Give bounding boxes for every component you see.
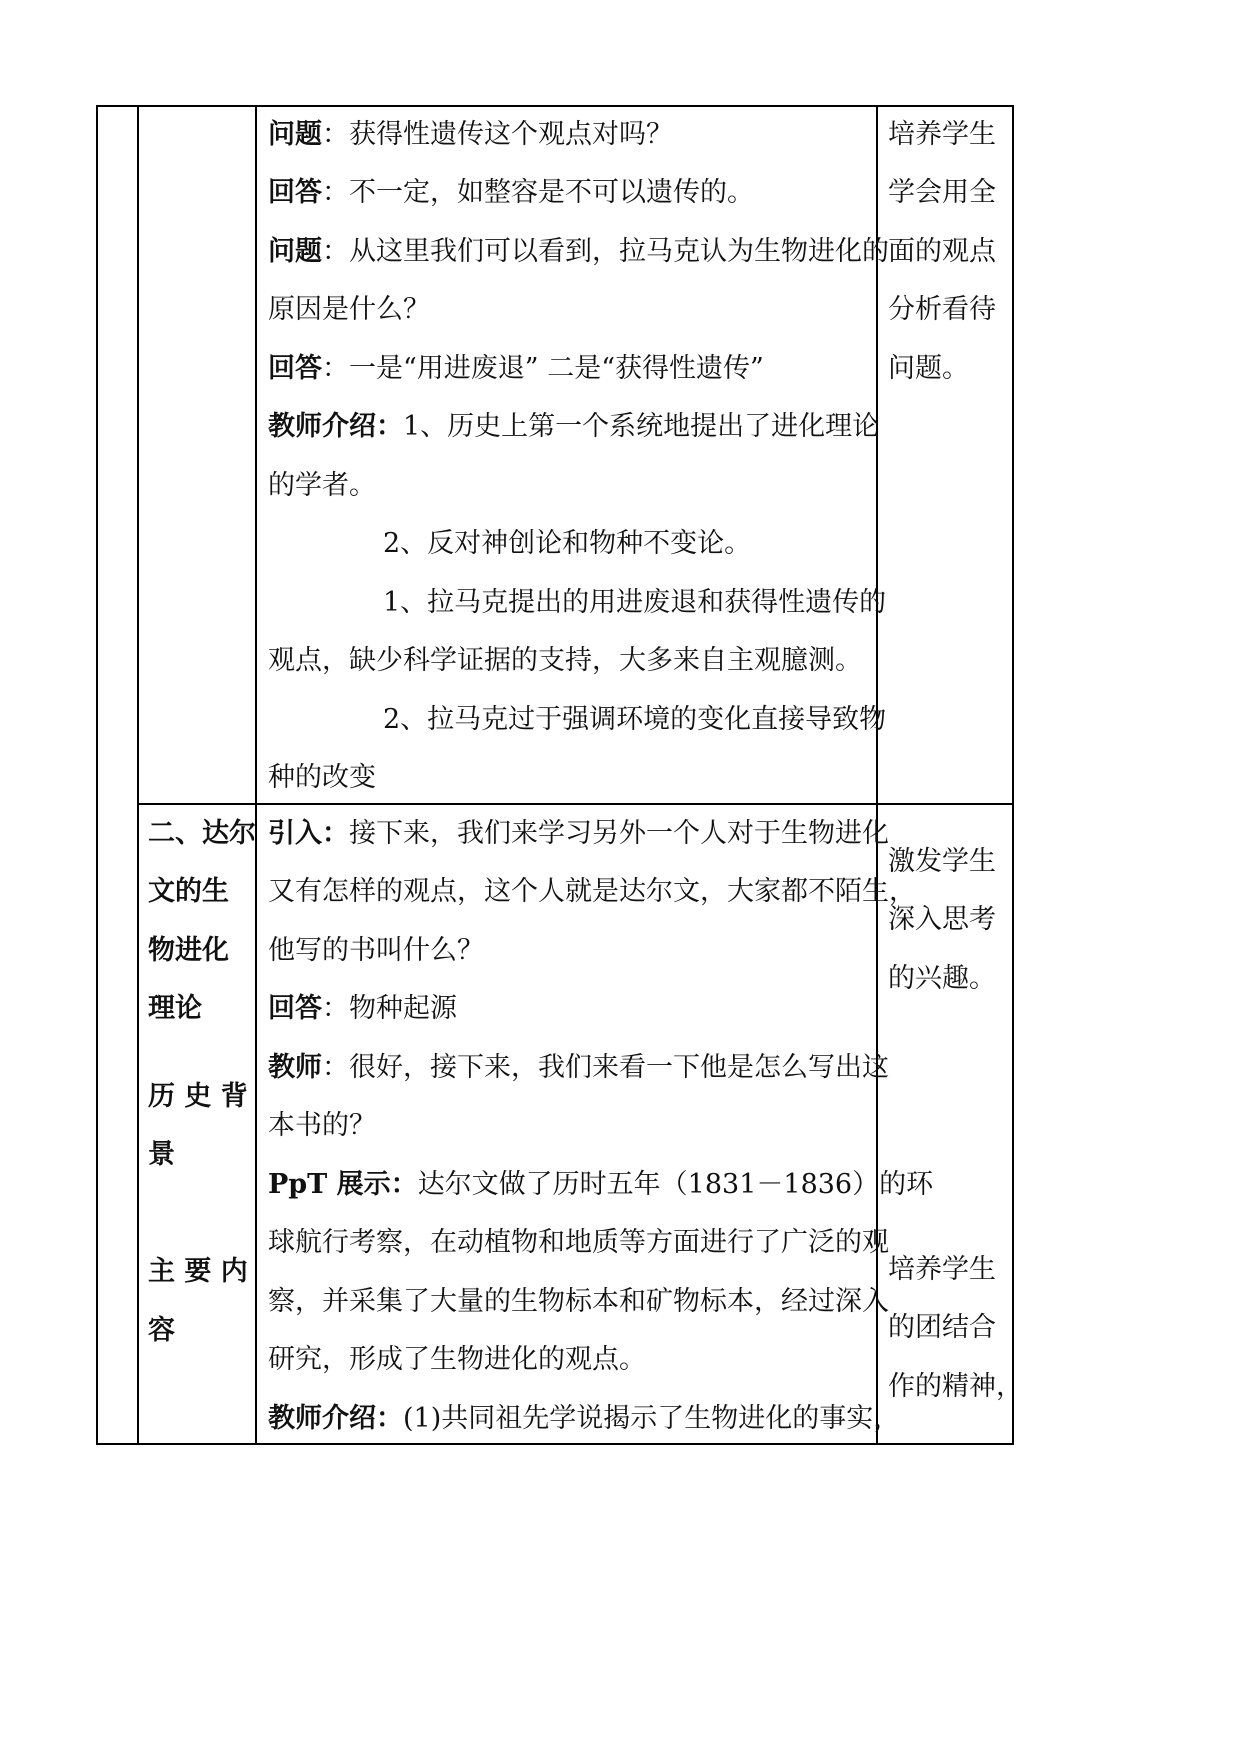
content-line (268, 355, 764, 382)
line-text: 一是“用进废退” 二是“获得性遗传” (349, 353, 764, 384)
table-row-divider (137, 803, 1014, 805)
notes-cell-lamarck (888, 121, 1008, 421)
line-label: 引入： (268, 818, 349, 849)
table-right-border (1012, 105, 1014, 1444)
line-separator: ： (322, 119, 349, 150)
subsection-history-line: 景 (148, 1139, 175, 1170)
line-text: (1)共同祖先学说揭示了生物进化的事实， (403, 1403, 901, 1434)
note-line: 深入思考 (888, 904, 996, 935)
line-label: 问题 (268, 236, 322, 267)
note-line: 培养学生 (888, 1254, 996, 1285)
table-left-border (96, 105, 98, 1444)
content-line (268, 121, 673, 148)
content-line (268, 1346, 646, 1373)
content-line (268, 937, 484, 964)
content-line (268, 472, 376, 499)
content-line (268, 238, 889, 265)
line-label: 回答 (268, 993, 322, 1024)
content-line (268, 296, 430, 323)
line-label: 教师介绍： (268, 411, 403, 442)
line-text: 察，并采集了大量的生物标本和矿物标本，经过深入 (268, 1286, 889, 1317)
note-line: 面的观点 (888, 236, 996, 267)
note-line: 学会用全 (888, 177, 996, 208)
content-line (268, 1288, 889, 1315)
note-line: 问题。 (888, 353, 969, 384)
line-label: 教师 (268, 1052, 322, 1083)
content-line (268, 1229, 889, 1256)
line-text: 种的改变 (268, 762, 376, 793)
content-line (268, 647, 862, 674)
section-title-line: 理论 (148, 993, 202, 1024)
line-text: 观点，缺少科学证据的支持，大多来自主观臆测。 (268, 645, 862, 676)
section-title-line: 文的生 (148, 876, 229, 907)
table-column-divider-2 (255, 105, 257, 1444)
notes-cell-darwin-2 (888, 1254, 1023, 1436)
section-cell-darwin (148, 818, 256, 1350)
line-text: 1、历史上第一个系统地提出了进化理论 (403, 411, 880, 442)
content-cell-darwin (268, 818, 934, 1440)
content-line (268, 1112, 376, 1139)
line-separator: ： (322, 353, 349, 384)
line-text: 2、反对神创论和物种不变论。 (383, 528, 752, 559)
line-label: 回答 (268, 177, 322, 208)
content-line (383, 589, 886, 616)
note-line: 分析看待 (888, 294, 996, 325)
content-line (268, 179, 754, 206)
note-line: 激发学生 (888, 846, 996, 877)
note-line: 的团结合 (888, 1312, 996, 1343)
line-text: 他写的书叫什么？ (268, 935, 484, 966)
subsection-history-line: 历 史 背 (148, 1081, 248, 1112)
line-label: 教师介绍： (268, 1403, 403, 1434)
content-line (268, 995, 457, 1022)
content-line (268, 1171, 933, 1198)
note-line: 作的精神， (888, 1371, 1023, 1402)
section-title-line: 物进化 (148, 935, 229, 966)
content-line (268, 820, 889, 847)
line-text: 1、拉马克提出的用进废退和获得性遗传的 (383, 587, 887, 618)
line-text: 达尔文做了历时五年（1831－1836）的环 (417, 1169, 934, 1200)
line-text: 原因是什么？ (268, 294, 430, 325)
subsection-content-line: 容 (148, 1315, 175, 1346)
note-line: 的兴趣。 (888, 963, 996, 994)
line-text: 获得性遗传这个观点对吗？ (349, 119, 673, 150)
line-label: 回答 (268, 353, 322, 384)
line-text: 本书的？ (268, 1110, 376, 1141)
line-text: 物种起源 (349, 993, 457, 1024)
line-text: 研究，形成了生物进化的观点。 (268, 1344, 646, 1375)
line-separator: ： (322, 993, 349, 1024)
line-text: 球航行考察，在动植物和地质等方面进行了广泛的观 (268, 1227, 889, 1258)
line-label: PpT 展示： (268, 1169, 418, 1200)
line-text: 又有怎样的观点，这个人就是达尔文，大家都不陌生， (268, 876, 916, 907)
content-line (268, 878, 916, 905)
line-separator: ： (322, 177, 349, 208)
content-line (383, 530, 751, 557)
note-line: 培养学生 (888, 119, 996, 150)
content-line (268, 413, 879, 440)
line-text: 从这里我们可以看到，拉马克认为生物进化的 (349, 236, 889, 267)
line-text: 2、拉马克过于强调环境的变化直接导致物 (383, 704, 887, 735)
content-line (268, 764, 376, 791)
subsection-content-line: 主 要 内 (148, 1256, 248, 1287)
content-line (383, 706, 886, 733)
line-separator: ： (322, 1052, 349, 1083)
section-title-line: 二、达尔 (148, 818, 256, 849)
content-line (268, 1405, 900, 1432)
line-text: 接下来，我们来学习另外一个人对于生物进化 (349, 818, 889, 849)
content-cell-lamarck (268, 119, 889, 801)
line-text: 很好，接下来，我们来看一下他是怎么写出这 (349, 1052, 889, 1083)
line-label: 问题 (268, 119, 322, 150)
line-text: 的学者。 (268, 470, 376, 501)
notes-cell-darwin-1 (888, 848, 1008, 1028)
line-text: 不一定，如整容是不可以遗传的。 (349, 177, 754, 208)
line-separator: ： (322, 236, 349, 267)
table-column-divider-1 (137, 105, 139, 1444)
content-line (268, 1054, 889, 1081)
